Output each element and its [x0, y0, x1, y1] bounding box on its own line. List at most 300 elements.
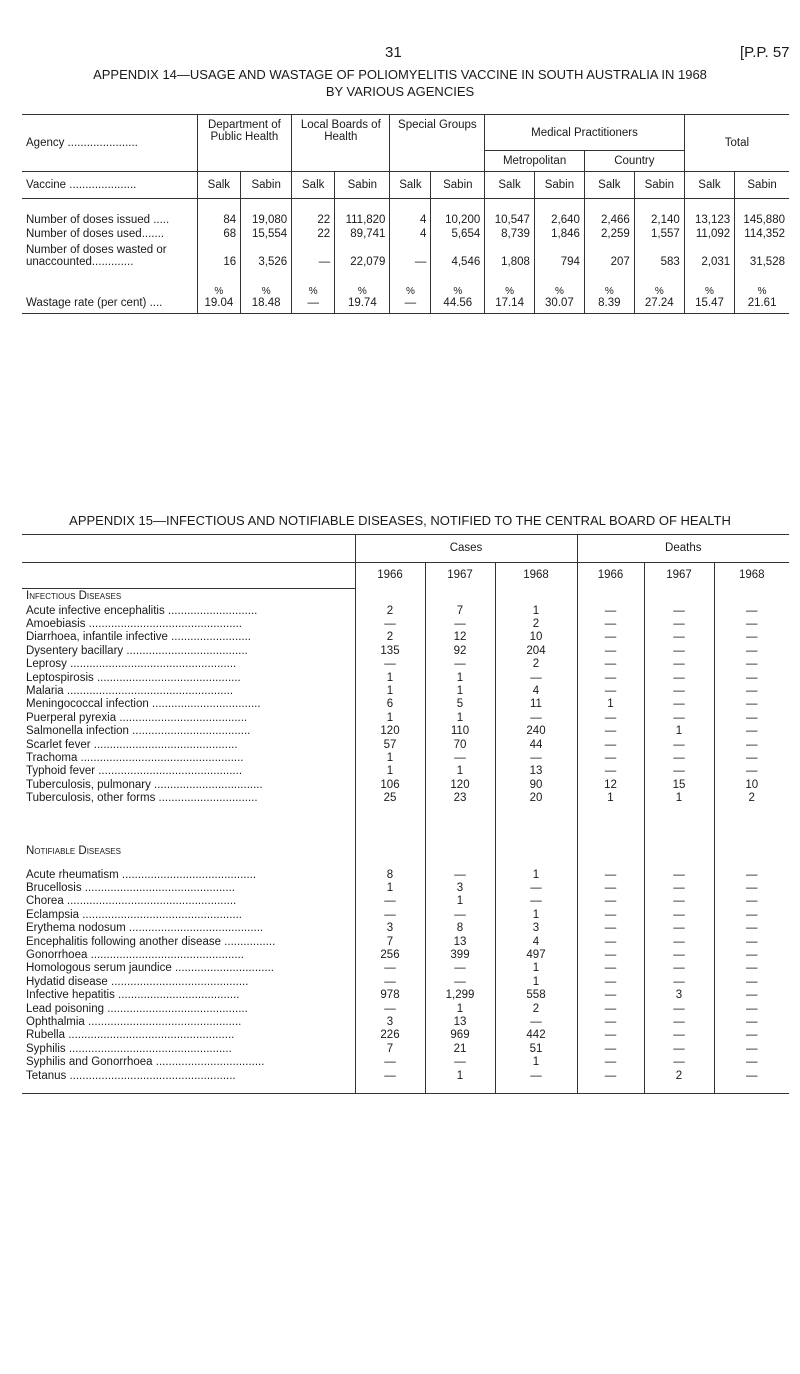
cases-value: 1 [495, 962, 577, 975]
wastage-cell [335, 280, 390, 314]
disease-row [22, 949, 789, 962]
cases-value: 1 [425, 765, 495, 778]
percent-symbol: % [554, 286, 564, 297]
row-label: Number of doses used....... [26, 227, 165, 240]
disease-row [22, 962, 789, 975]
wastage-label: Wastage rate (per cent) .... [26, 297, 163, 309]
cases-value: 1 [425, 895, 495, 908]
disease-row [22, 989, 789, 1002]
vaccine-type: Salk [684, 172, 734, 199]
cases-value: — [425, 618, 495, 631]
disease-name: Ophthalmia ................................................ [26, 1016, 242, 1029]
deaths-header: Deaths [577, 535, 789, 563]
cell-value: 2,259 [584, 226, 634, 240]
diseases-table [22, 534, 789, 1094]
cases-value: — [495, 882, 577, 895]
cases-value: — [355, 658, 425, 671]
disease-row [22, 645, 789, 658]
cell-value: 10,547 [485, 212, 535, 226]
infectious-heading-row [22, 589, 789, 605]
cases-value: — [495, 712, 577, 725]
disease-name: Salmonella infection ..................................... [26, 725, 251, 738]
cell-value: 16 [197, 240, 241, 268]
cell-value: 10,200 [431, 212, 485, 226]
wastage-row [22, 280, 789, 314]
disease-name: Infective hepatitis ...................................... [26, 989, 240, 1002]
cell-value: 5,654 [431, 226, 485, 240]
wastage-cell [292, 280, 335, 314]
deaths-value: — [644, 698, 714, 711]
deaths-value: — [644, 976, 714, 989]
cases-value: 256 [355, 949, 425, 962]
deaths-value: — [644, 1003, 714, 1016]
disease-row [22, 1003, 789, 1016]
page-reference: [P.P. 57 [740, 44, 790, 61]
cases-value: 3 [495, 922, 577, 935]
disease-name: Trachoma ................................................... [26, 751, 244, 764]
deaths-value: — [714, 685, 789, 698]
disease-row [22, 685, 789, 698]
cases-value: 1 [355, 752, 425, 765]
cases-value: — [425, 909, 495, 922]
cell-value: 4,546 [431, 240, 485, 268]
cell-value: 207 [584, 240, 634, 268]
disease-row [22, 712, 789, 725]
percent-symbol: % [357, 286, 367, 297]
wastage-value: 19.04 [204, 297, 234, 309]
cell-value: 4 [390, 212, 431, 226]
deaths-value: 3 [644, 989, 714, 1002]
disease-name: Acute infective encephalitis ............................ [26, 604, 258, 617]
cases-value: 1 [355, 712, 425, 725]
wastage-cell [197, 280, 241, 314]
cell-value: 2,140 [634, 212, 684, 226]
cell-value: 31,528 [735, 240, 789, 268]
percent-symbol: % [214, 286, 224, 297]
disease-row [22, 909, 789, 922]
appendix14-title-line2: BY VARIOUS AGENCIES [325, 84, 475, 99]
cases-value: 11 [495, 698, 577, 711]
cases-value: 25 [355, 792, 425, 805]
vaccine-type: Salk [584, 172, 634, 199]
cases-value: 70 [425, 739, 495, 752]
cases-value: 92 [425, 645, 495, 658]
disease-name: Dysentery bacillary ...................................... [26, 644, 248, 657]
deaths-value: — [714, 631, 789, 644]
deaths-value: — [577, 672, 644, 685]
cases-value: — [425, 962, 495, 975]
cases-value: 1 [495, 1056, 577, 1069]
deaths-value: 1 [644, 725, 714, 738]
disease-row [22, 936, 789, 949]
notifiable-heading: Notifiable Diseases [26, 844, 121, 857]
cell-value: 794 [534, 240, 584, 268]
deaths-value: — [714, 605, 789, 618]
year-header: 1966 [577, 563, 644, 589]
cell-value: 4 [390, 226, 431, 240]
percent-symbol: % [453, 286, 463, 297]
appendix15-title: APPENDIX 15—INFECTIOUS AND NOTIFIABLE DISEASES, NOTIFIED TO THE CENTRAL BOARD OF HEALTH [69, 513, 731, 528]
deaths-value: — [714, 712, 789, 725]
disease-name: Gonorrhoea ................................................ [26, 949, 244, 962]
deaths-value: — [644, 949, 714, 962]
cell-value: 2,466 [584, 212, 634, 226]
deaths-value: — [644, 922, 714, 935]
deaths-value: 12 [577, 779, 644, 792]
wastage-value: 27.24 [644, 297, 674, 309]
year-header: 1967 [425, 563, 495, 589]
deaths-value: — [577, 895, 644, 908]
cases-value: 106 [355, 779, 425, 792]
disease-name: Erythema nodosum .......................................... [26, 922, 264, 935]
deaths-value: — [577, 658, 644, 671]
cell-value: 11,092 [684, 226, 734, 240]
cases-value: — [355, 976, 425, 989]
cases-value: 2 [355, 631, 425, 644]
wastage-value: 19.74 [347, 297, 377, 309]
disease-row [22, 792, 789, 805]
deaths-value: — [644, 1056, 714, 1069]
vaccine-type: Sabin [634, 172, 684, 199]
deaths-value: — [714, 909, 789, 922]
vaccine-type: Sabin [735, 172, 789, 199]
cases-value: — [425, 658, 495, 671]
special-groups-header: Special Groups [390, 115, 485, 172]
deaths-value: — [577, 922, 644, 935]
cases-value: 1 [495, 909, 577, 922]
disease-row [22, 765, 789, 778]
wastage-cell [684, 280, 734, 314]
cell-value: — [390, 240, 431, 268]
vaccine-usage-table [22, 114, 789, 314]
cases-value: 1 [355, 882, 425, 895]
deaths-value: — [644, 882, 714, 895]
deaths-value: — [714, 922, 789, 935]
disease-name: Tuberculosis, other forms ............................... [26, 792, 258, 805]
cases-value: 204 [495, 645, 577, 658]
deaths-value: — [714, 1043, 789, 1056]
lbh-header: Local Boards of Health [292, 115, 390, 172]
deaths-value: — [577, 949, 644, 962]
disease-name: Meningococcal infection .................................. [26, 698, 261, 711]
cell-value: 68 [197, 226, 241, 240]
deaths-value: — [577, 989, 644, 1002]
deaths-value: — [577, 1003, 644, 1016]
cases-value: 226 [355, 1029, 425, 1042]
vaccine-type: Sabin [431, 172, 485, 199]
deaths-value: — [577, 936, 644, 949]
cases-value: 2 [495, 618, 577, 631]
cases-value: 3 [425, 882, 495, 895]
disease-name: Eclampsia .................................................. [26, 908, 242, 921]
deaths-value: — [644, 765, 714, 778]
deaths-value: — [577, 1016, 644, 1029]
cases-value: — [355, 618, 425, 631]
disease-row [22, 618, 789, 631]
wastage-cell [584, 280, 634, 314]
agency-label: Agency ...................... [26, 137, 138, 149]
wastage-value: 18.48 [251, 297, 281, 309]
cases-value: 399 [425, 949, 495, 962]
percent-symbol: % [308, 286, 318, 297]
wastage-value: 8.39 [598, 297, 621, 309]
disease-row [22, 698, 789, 711]
deaths-value: — [577, 618, 644, 631]
cases-value: 44 [495, 739, 577, 752]
wastage-value: 44.56 [443, 297, 473, 309]
cases-value: 8 [355, 869, 425, 882]
cell-value: — [292, 240, 335, 268]
wastage-cell [431, 280, 485, 314]
disease-row [22, 1043, 789, 1056]
disease-name: Lead poisoning ............................................ [26, 1002, 248, 1015]
medical-practitioners-header: Medical Practitioners [485, 115, 685, 151]
disease-row [22, 725, 789, 738]
year-header-row [22, 563, 789, 589]
cases-value: 3 [355, 1016, 425, 1029]
deaths-value: — [644, 752, 714, 765]
infectious-heading: Infectious Diseases [22, 589, 355, 605]
total-header: Total [684, 115, 789, 172]
cases-value: 21 [425, 1043, 495, 1056]
cases-value: 1,299 [425, 989, 495, 1002]
deaths-value: — [577, 725, 644, 738]
disease-row [22, 605, 789, 618]
deaths-value: — [714, 882, 789, 895]
vaccine-type: Sabin [534, 172, 584, 199]
vaccine-type: Salk [390, 172, 431, 199]
cases-value: 7 [355, 1043, 425, 1056]
cases-value: — [495, 672, 577, 685]
cell-value: 1,808 [485, 240, 535, 268]
deaths-value: — [577, 1029, 644, 1042]
cases-value: 442 [495, 1029, 577, 1042]
year-header: 1968 [495, 563, 577, 589]
wastage-cell [241, 280, 292, 314]
cell-value: 13,123 [684, 212, 734, 226]
deaths-value: — [577, 645, 644, 658]
cases-value: 7 [425, 605, 495, 618]
appendix14-title [20, 66, 780, 100]
wastage-value: 15.47 [695, 297, 724, 309]
cases-value: 1 [495, 976, 577, 989]
cases-value: — [355, 1056, 425, 1069]
cases-value: 13 [425, 1016, 495, 1029]
disease-row [22, 1056, 789, 1069]
cell-value: 3,526 [241, 240, 292, 268]
deaths-value: — [577, 962, 644, 975]
deaths-value: — [714, 698, 789, 711]
cases-value: 20 [495, 792, 577, 805]
disease-row [22, 1070, 789, 1083]
deaths-value: — [714, 989, 789, 1002]
cell-value: 19,080 [241, 212, 292, 226]
cases-value: 3 [355, 922, 425, 935]
disease-name: Puerperal pyrexia ........................................ [26, 711, 248, 724]
deaths-value: — [577, 631, 644, 644]
percent-symbol: % [604, 286, 614, 297]
wastage-value: — [404, 297, 417, 309]
cases-value: — [355, 962, 425, 975]
disease-name: Typhoid fever ............................................. [26, 765, 243, 778]
cases-value: 978 [355, 989, 425, 1002]
cell-value: 22 [292, 212, 335, 226]
disease-row [22, 779, 789, 792]
deaths-value: 1 [577, 792, 644, 805]
vaccine-data-row [22, 240, 789, 268]
percent-symbol: % [757, 286, 767, 297]
cases-value: 1 [425, 1003, 495, 1016]
deaths-value: — [714, 725, 789, 738]
deaths-value: — [577, 685, 644, 698]
cell-value: 2,031 [684, 240, 734, 268]
deaths-value: — [644, 1016, 714, 1029]
deaths-value: — [644, 605, 714, 618]
year-header: 1966 [355, 563, 425, 589]
cases-value: 558 [495, 989, 577, 1002]
disease-name: Syphilis ................................................... [26, 1042, 232, 1055]
deaths-value: — [577, 909, 644, 922]
notifiable-heading-row [22, 844, 789, 860]
wastage-value: 30.07 [545, 297, 574, 309]
cases-value: 497 [495, 949, 577, 962]
vaccine-type: Salk [485, 172, 535, 199]
vaccine-data-row [22, 212, 789, 226]
deaths-value: — [644, 618, 714, 631]
deaths-value: — [577, 1056, 644, 1069]
cases-value: 110 [425, 725, 495, 738]
disease-name: Leptospirosis ............................................. [26, 671, 241, 684]
disease-row [22, 976, 789, 989]
disease-name: Brucellosis ............................................... [26, 882, 235, 894]
disease-row [22, 1029, 789, 1042]
deaths-value: — [577, 765, 644, 778]
deaths-value: — [577, 869, 644, 882]
disease-row [22, 922, 789, 935]
cases-value: — [355, 895, 425, 908]
disease-name: Syphilis and Gonorrhoea .................................. [26, 1056, 265, 1069]
year-header: 1967 [644, 563, 714, 589]
cell-value: 22,079 [335, 240, 390, 268]
wastage-value: — [307, 297, 319, 309]
vaccine-type-row [22, 172, 789, 199]
deaths-value: — [644, 1043, 714, 1056]
deaths-value: 10 [714, 779, 789, 792]
vaccine-type: Salk [292, 172, 335, 199]
deaths-value: 2 [644, 1070, 714, 1083]
deaths-value: — [644, 936, 714, 949]
cell-value: 111,820 [335, 212, 390, 226]
disease-row [22, 869, 789, 882]
cases-value: 5 [425, 698, 495, 711]
cases-value: — [355, 909, 425, 922]
percent-symbol: % [405, 286, 415, 297]
year-header: 1968 [714, 563, 789, 589]
disease-row [22, 895, 789, 908]
cases-value: 969 [425, 1029, 495, 1042]
cases-value: 8 [425, 922, 495, 935]
cases-value: 13 [425, 936, 495, 949]
wastage-value: 21.61 [747, 297, 777, 309]
cases-value: — [425, 1056, 495, 1069]
deaths-value: — [714, 739, 789, 752]
deaths-value: — [714, 976, 789, 989]
cases-value: 4 [495, 685, 577, 698]
cases-value: 135 [355, 645, 425, 658]
deaths-value: 1 [577, 698, 644, 711]
disease-name: Homologous serum jaundice ............................... [26, 962, 274, 975]
cases-value: 57 [355, 739, 425, 752]
dph-header: Department of Public Health [197, 115, 292, 172]
deaths-value: — [644, 712, 714, 725]
cases-value: 2 [495, 1003, 577, 1016]
cell-value: 2,640 [534, 212, 584, 226]
percent-symbol: % [261, 286, 271, 297]
cell-value: 8,739 [485, 226, 535, 240]
deaths-value: — [714, 658, 789, 671]
cases-value: 1 [425, 685, 495, 698]
disease-name: Diarrhoea, infantile infective ......................... [26, 631, 251, 644]
vaccine-type: Salk [197, 172, 241, 199]
cases-value: — [425, 976, 495, 989]
deaths-value: — [577, 882, 644, 895]
cases-value: 120 [425, 779, 495, 792]
deaths-value: — [644, 962, 714, 975]
deaths-value: — [714, 895, 789, 908]
deaths-value: — [644, 739, 714, 752]
row-label: Number of doses wasted or unaccounted............. [26, 243, 167, 268]
wastage-value: 17.14 [495, 297, 524, 309]
deaths-value: — [644, 895, 714, 908]
cases-value: — [355, 1003, 425, 1016]
deaths-value: — [644, 658, 714, 671]
deaths-value: — [714, 949, 789, 962]
disease-name: Scarlet fever ............................................. [26, 738, 238, 751]
cases-header: Cases [355, 535, 577, 563]
deaths-value: — [577, 605, 644, 618]
deaths-value: — [577, 1043, 644, 1056]
deaths-value: — [644, 909, 714, 922]
deaths-value: — [577, 739, 644, 752]
deaths-value: — [714, 962, 789, 975]
wastage-cell [735, 280, 789, 314]
vaccine-type: Sabin [335, 172, 390, 199]
disease-row [22, 631, 789, 644]
vaccine-type: Sabin [241, 172, 292, 199]
deaths-value: 1 [644, 792, 714, 805]
cases-value: 1 [355, 765, 425, 778]
cell-value: 89,741 [335, 226, 390, 240]
disease-name: Acute rheumatism .......................................... [26, 868, 257, 881]
percent-symbol: % [705, 286, 714, 297]
disease-name: Tetanus .................................................... [26, 1069, 236, 1082]
cases-value: — [425, 752, 495, 765]
cases-value: 2 [495, 658, 577, 671]
cases-value: — [425, 869, 495, 882]
deaths-value: — [644, 685, 714, 698]
deaths-value: — [714, 1070, 789, 1083]
disease-name: Amoebiasis ................................................ [26, 617, 243, 630]
deaths-value: — [714, 869, 789, 882]
cases-value: 13 [495, 765, 577, 778]
cell-value: 583 [634, 240, 684, 268]
deaths-value: — [714, 752, 789, 765]
deaths-value: — [577, 712, 644, 725]
cell-value: 22 [292, 226, 335, 240]
vaccine-data-row [22, 226, 789, 240]
deaths-value: — [714, 618, 789, 631]
disease-name: Malaria .................................................... [26, 684, 234, 697]
